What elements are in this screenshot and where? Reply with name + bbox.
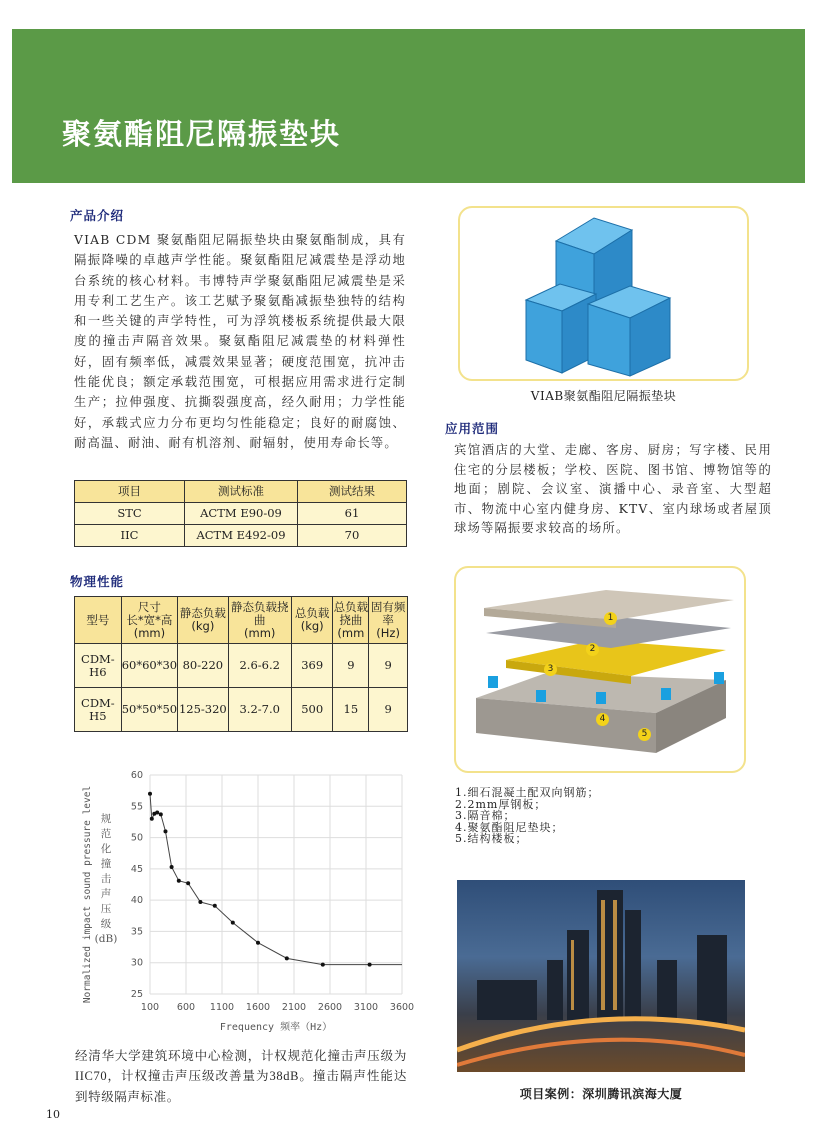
data-point — [368, 963, 372, 967]
diagram-label-4: 4 — [596, 713, 609, 726]
diagram-label-3: 3 — [544, 663, 557, 676]
th: 固有频 率 (Hz) — [369, 597, 408, 644]
cell: 50*50*50 — [121, 688, 177, 732]
diagram-label-2: 2 — [586, 643, 599, 656]
diagram-label-1: 1 — [604, 612, 617, 625]
data-point — [285, 956, 289, 960]
project-caption: 项目案例：深圳腾讯滨海大厦 — [519, 1087, 683, 1101]
data-point — [159, 812, 163, 816]
data-point — [163, 829, 167, 833]
series-line — [150, 794, 402, 965]
data-point — [155, 811, 159, 815]
cell: 9 — [369, 644, 408, 688]
y-tick-label: 25 — [130, 989, 143, 1000]
data-point — [256, 941, 260, 945]
table-row — [75, 688, 408, 732]
data-point — [150, 817, 154, 821]
cell: IIC — [75, 525, 185, 547]
intro-text: VIAB CDM 聚氨酯阻尼隔振垫块由聚氨酯制成，具有隔振降噪的卓越声学性能。聚氨酯阻尼减震垫是浮动地台系统的核心材料。韦博特声学聚氨酯阻尼减震垫是采用专利工艺生产。该工艺赋予聚氨酯减振垫独特的结构和一些关键的声学特性，可为浮筑楼板系统提供最大限度的撞击声隔音效果。聚氨酯阻尼减震垫的材料弹性好，固有频率低，减震效果显著；硬度范围宽，抗冲击性能优良；额定承载范围宽，可根据应用需求进行定制生产；拉伸强度、抗撕裂强度高，经久耐用；力学性能好，承载式应力分布更均匀性能稳定；良好的耐腐蚀、耐高温、耐油、耐有机溶剂、耐辐射，使用寿命长等。 — [74, 233, 406, 450]
x-tick-label: 2100 — [281, 1002, 307, 1013]
physical-table — [74, 596, 408, 732]
application-text: 宾馆酒店的大堂、走廊、客房、厨房；写字楼、民用住宅的分层楼板；学校、医院、图书馆、博物馆等的地面；剧院、会议室、演播中心、录音室、大型超市、物流中心室内健身房、KTV、室内球场或者屋顶球场等隔振要求较高的场所。 — [454, 443, 772, 536]
cell: CDM- H5 — [75, 688, 122, 732]
y-axis-label-en: Normalized impact sound pressure level — [82, 785, 93, 1004]
project-photo — [457, 880, 745, 1072]
x-tick-label: 1100 — [209, 1002, 235, 1013]
th: 静态负载挠 曲 (mm) — [228, 597, 291, 644]
diagram-legend — [455, 787, 600, 845]
product-image — [458, 206, 749, 381]
floor-structure-diagram — [454, 566, 746, 773]
x-tick-label: 100 — [140, 1002, 160, 1013]
cell: 3.2-7.0 — [228, 688, 291, 732]
data-point — [177, 879, 181, 883]
data-point — [231, 921, 235, 925]
y-tick-label: 35 — [130, 926, 143, 938]
test-table — [74, 480, 407, 547]
legend-item: 2.2mm厚钢板； — [455, 797, 547, 811]
product-caption: VIAB聚氨酯阻尼隔振垫块 — [530, 389, 677, 403]
impact-sound-chart — [70, 760, 420, 1040]
data-point — [198, 900, 202, 904]
th: 静态负载 (kg) — [178, 597, 228, 644]
foam-cubes-illustration — [460, 208, 749, 381]
cell: 500 — [291, 688, 333, 732]
x-tick-label: 2600 — [317, 1002, 343, 1013]
y-axis-label-cn: 规范化撞击声压级(dB) — [94, 813, 118, 945]
cell: CDM- H6 — [75, 644, 122, 688]
intro-heading: 产品介绍 — [70, 208, 125, 223]
page-title: 聚氨酯阻尼隔振垫块 — [62, 117, 342, 151]
data-point — [148, 792, 152, 796]
x-tick-label: 600 — [176, 1002, 196, 1013]
cell: 369 — [291, 644, 333, 688]
y-tick-label: 55 — [130, 801, 143, 813]
cell: 2.6-6.2 — [228, 644, 291, 688]
table-row — [75, 503, 407, 525]
x-tick-label: 1600 — [245, 1002, 271, 1013]
data-point — [321, 963, 325, 967]
cell: 125-320 — [178, 688, 228, 732]
th: 尺寸 长*宽*高 (mm) — [121, 597, 177, 644]
cell: 9 — [369, 688, 408, 732]
table-row — [75, 525, 407, 547]
y-tick-label: 30 — [130, 957, 143, 969]
cell: 15 — [333, 688, 369, 732]
y-tick-label: 50 — [130, 832, 143, 844]
x-tick-label: 3600 — [389, 1002, 415, 1013]
y-tick-label: 40 — [130, 895, 143, 907]
th: 型号 — [75, 597, 122, 644]
data-point — [213, 904, 217, 908]
legend-item: 3.隔音棉； — [455, 809, 516, 823]
conclusion-text: 经清华大学建筑环境中心检测，计权规范化撞击声压级为IIC70，计权撞击声压级改善量为38dB。撞击隔声性能达到特级隔声标准。 — [75, 1049, 407, 1104]
cell: STC — [75, 503, 185, 525]
x-tick-label: 3100 — [353, 1002, 379, 1013]
th: 总负载 (kg) — [291, 597, 333, 644]
cell: 61 — [298, 503, 407, 525]
data-point — [170, 865, 174, 869]
cell: ACTM E90-09 — [185, 503, 298, 525]
cell: 80-220 — [178, 644, 228, 688]
x-axis-label: Frequency 频率（Hz） — [219, 1022, 333, 1033]
legend-item: 4.聚氨酯阻尼垫块； — [455, 820, 564, 834]
th: 测试结果 — [298, 481, 407, 503]
th: 总负载 挠曲 (mm — [333, 597, 369, 644]
page-number: 10 — [46, 1108, 60, 1121]
header-banner — [12, 29, 805, 183]
legend-item: 1.细石混凝土配双向钢筋； — [455, 786, 600, 799]
city-skyline — [457, 880, 745, 1072]
cell: 9 — [333, 644, 369, 688]
th: 项目 — [75, 481, 185, 503]
data-point — [186, 881, 190, 885]
physical-heading: 物理性能 — [70, 574, 125, 589]
y-tick-label: 60 — [130, 770, 143, 781]
y-tick-label: 45 — [130, 863, 143, 875]
table-row — [75, 644, 408, 688]
cell: ACTM E492-09 — [185, 525, 298, 547]
diagram-label-5: 5 — [638, 728, 651, 741]
th: 测试标准 — [185, 481, 298, 503]
cell: 70 — [298, 525, 407, 547]
cell: 60*60*30 — [121, 644, 177, 688]
legend-item: 5.结构楼板； — [455, 832, 528, 846]
application-heading: 应用范围 — [445, 421, 500, 436]
